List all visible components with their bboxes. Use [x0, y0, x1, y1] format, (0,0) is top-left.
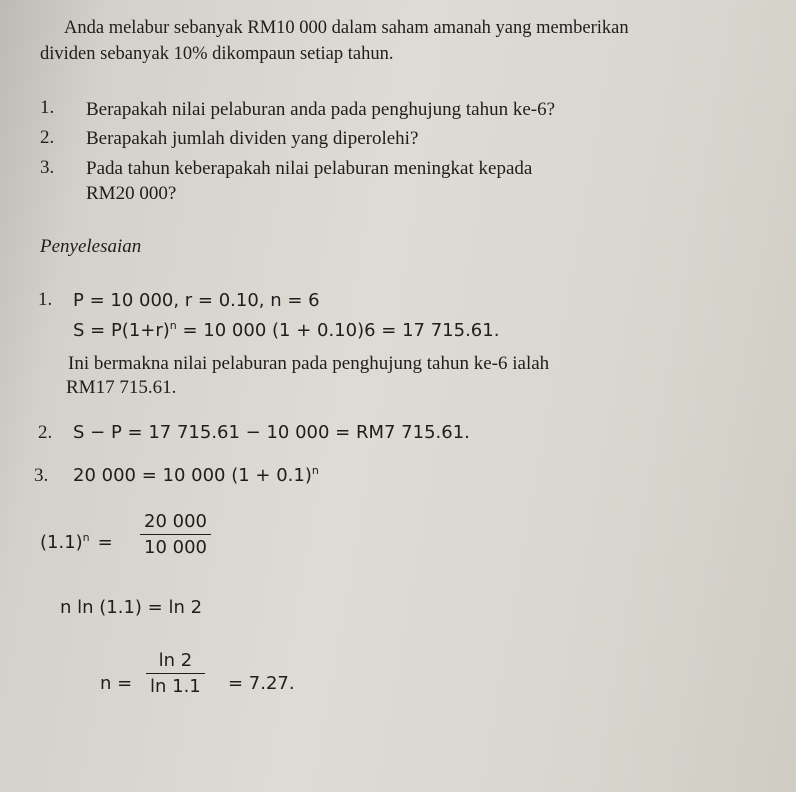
question-1-number: 1. — [40, 97, 55, 118]
solution-3-fraction-2 — [146, 650, 205, 697]
solution-1-formula: $S = P(1+r)^n = 10$ 000 (1 + 0.10)6 = 17 715.61. — [73, 319, 500, 341]
question-3-number: 3. — [40, 157, 55, 178]
question-2-text: Berapakah jumlah dividen yang diperolehi? — [86, 128, 419, 149]
solution-3-equation-1: 20 000 = 10 000 $(1 + 0.1)^n$ — [73, 464, 319, 486]
fraction-2-numerator: ln 2 — [146, 650, 205, 674]
solution-3-fraction-1 — [140, 511, 211, 558]
question-2-number: 2. — [40, 127, 55, 148]
fraction-1-denominator: 10 000 — [144, 537, 207, 558]
question-1-text: Berapakah nilai pelaburan anda pada penghujung tahun ke-6? — [86, 99, 556, 120]
solution-1-number: 1. — [38, 289, 53, 310]
intro-line-1: Anda melabur sebanyak RM10 000 dalam saham amanah yang memberikan — [64, 18, 629, 38]
solution-1-meaning-line-1: Ini bermakna nilai pelaburan pada penghujung tahun ke-6 ialah — [68, 353, 550, 374]
solution-3-equation-2-lhs: $(1.1)^n$ = — [40, 531, 113, 553]
solution-2-equation: S − P = 17 715.61 − 10 000 = RM7 715.61. — [73, 422, 470, 443]
question-3-text-cont: RM20 000? — [86, 183, 177, 204]
solution-3-number: 3. — [34, 465, 49, 486]
solution-3-equation-4-lhs: n = — [100, 673, 133, 694]
solution-1-meaning-line-2: RM17 715.61. — [66, 377, 177, 398]
solution-3-result: = 7.27. — [228, 673, 295, 694]
intro-line-2: dividen sebanyak 10% dikompaun setiap tahun. — [40, 44, 394, 64]
solution-3-equation-3: n ln (1.1) = ln 2 — [60, 597, 203, 618]
fraction-2-denominator: ln 1.1 — [150, 676, 201, 697]
solution-heading: Penyelesaian — [40, 236, 142, 257]
solution-2-number: 2. — [38, 422, 53, 443]
solution-1-given: P = 10 000, r = 0.10, n = 6 — [73, 290, 320, 311]
fraction-1-numerator: 20 000 — [140, 511, 211, 535]
question-3-text: Pada tahun keberapakah nilai pelaburan meningkat kepada — [86, 158, 533, 179]
